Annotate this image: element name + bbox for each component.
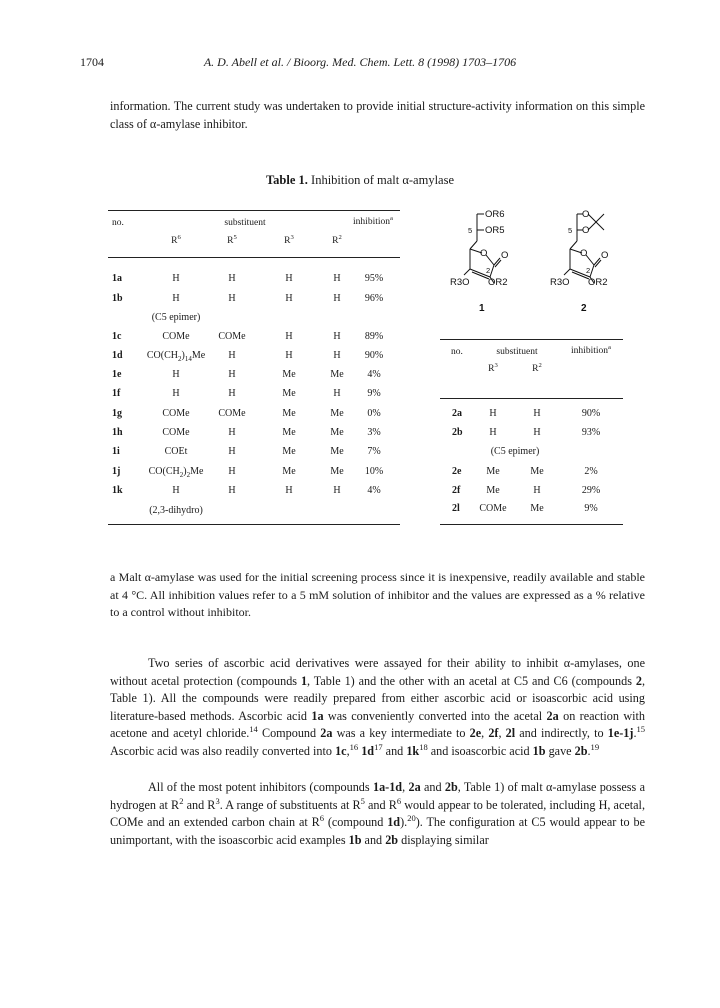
running-head: A. D. Abell et al. / Bioorg. Med. Chem. Lett. 8 (1998) 1703–1706 bbox=[203, 55, 517, 69]
row-r6: $CO(CH_2)_2Me$ bbox=[148, 466, 204, 479]
row-no: 1h bbox=[112, 427, 123, 438]
atom-2-2: 2 bbox=[586, 266, 591, 275]
atom-or6-1: OR6 bbox=[485, 209, 505, 220]
left-header-substituent: substituent bbox=[224, 218, 266, 228]
row-r3: Me bbox=[486, 485, 500, 496]
row-inhibition: 90% bbox=[581, 408, 601, 419]
row-r2: H bbox=[333, 485, 341, 496]
structure-diagrams bbox=[440, 203, 630, 323]
table-footnote: a Malt α-amylase was used for the initial screening process since it is inexpensive, readily available and stable at 4 °C. All inhibition values refer to a 5 mM solution of inhibitor and the values are expressed as a % relative to a control without inhibitor. bbox=[110, 570, 645, 620]
row-r5: COMe bbox=[218, 408, 246, 419]
row-inhibition: 9% bbox=[367, 388, 381, 399]
row-note: (2,3-dihydro) bbox=[149, 505, 203, 516]
row-inhibition: 96% bbox=[364, 293, 384, 304]
row-no: 1k bbox=[112, 485, 123, 496]
right-table-bottom-rule bbox=[440, 524, 623, 525]
table-label: Table 1. bbox=[265, 173, 308, 187]
atom-r3o-2: R3O bbox=[550, 277, 570, 288]
right-header-inhibition: inhibition$^a$ bbox=[571, 343, 611, 356]
row-note: (C5 epimer) bbox=[490, 446, 540, 457]
left-header-r2: $R^2$ bbox=[332, 233, 342, 246]
row-r3: H bbox=[285, 273, 293, 284]
row-r2: Me bbox=[330, 446, 344, 457]
row-inhibition: 93% bbox=[581, 427, 601, 438]
right-table-header-rule bbox=[440, 398, 623, 399]
row-r5: H bbox=[228, 350, 236, 361]
row-no: 1i bbox=[112, 446, 120, 457]
row-inhibition: 89% bbox=[364, 331, 384, 342]
row-r2: H bbox=[533, 408, 541, 419]
atom-o-carbonyl-2: O bbox=[601, 250, 609, 261]
row-no: 2l bbox=[452, 503, 460, 514]
atom-o-ring-1: O bbox=[480, 248, 488, 259]
row-r5: H bbox=[228, 273, 236, 284]
row-r5: H bbox=[228, 466, 236, 477]
row-no: 1g bbox=[112, 408, 122, 419]
right-table-top-rule bbox=[440, 339, 623, 340]
row-inhibition: 2% bbox=[584, 466, 598, 477]
row-r5: COMe bbox=[218, 331, 246, 342]
row-r3: Me bbox=[282, 408, 296, 419]
row-r3: H bbox=[285, 485, 293, 496]
row-r3: H bbox=[489, 427, 497, 438]
atom-5-2: 5 bbox=[568, 226, 573, 235]
row-no: 1c bbox=[112, 331, 122, 342]
structure-label-1: 1 bbox=[479, 303, 485, 314]
row-inhibition: 90% bbox=[364, 350, 384, 361]
row-inhibition: 29% bbox=[581, 485, 601, 496]
left-table-header-rule bbox=[108, 257, 400, 258]
table-caption-text: Inhibition of malt α-amylase bbox=[311, 173, 455, 187]
row-r2: H bbox=[333, 273, 341, 284]
row-r2: Me bbox=[330, 427, 344, 438]
row-r2: H bbox=[333, 350, 341, 361]
right-header-r2: $R^2$ bbox=[532, 361, 542, 374]
row-r6: COMe bbox=[162, 331, 190, 342]
right-header-no: no. bbox=[451, 347, 463, 357]
row-inhibition: 0% bbox=[367, 408, 381, 419]
body-paragraph-1: Two series of ascorbic acid derivatives were assayed for their ability to inhibit α-amylases, one without acetal protection (compounds 1, Table 1) and the other with an acetal at C5 and C6 (compounds 2, Table 1). All the compounds were readily prepared from either ascorbic acid or isoascorbic acid using literature-based methods. Ascorbic acid 1a was conveniently converted into the acetal 2a on reaction with acetone and acetyl chloride.$^{14}$ Compound 2a was a key intermediate to 2e, 2f, 2l and indirectly, to 1e-1j.$^{15}$ Ascorbic acid was also readily converted into 1c,$^{16}$ $1d^{17}$ and $1k^{18}$ and isoascorbic acid 1b gave 2b.$^{19}$ bbox=[110, 656, 646, 758]
row-inhibition: 7% bbox=[367, 446, 381, 457]
row-r5: H bbox=[228, 485, 236, 496]
row-r6: $CO(CH_2)_{14}Me$ bbox=[146, 350, 206, 363]
row-r2: H bbox=[533, 485, 541, 496]
left-table-top-rule bbox=[108, 210, 400, 211]
intro-paragraph: information. The current study was undertaken to provide initial structure-activity information on this simple class of α-amylase inhibitor. bbox=[110, 99, 645, 131]
row-no: 1b bbox=[112, 293, 123, 304]
row-r6: H bbox=[172, 369, 180, 380]
row-r5: H bbox=[228, 427, 236, 438]
row-r6: H bbox=[172, 485, 180, 496]
row-r5: H bbox=[228, 388, 236, 399]
row-r5: H bbox=[228, 293, 236, 304]
left-header-r5: $R^5$ bbox=[227, 233, 237, 246]
row-r3: H bbox=[489, 408, 497, 419]
row-r6: H bbox=[172, 273, 180, 284]
row-r2: H bbox=[333, 331, 341, 342]
row-r2: H bbox=[533, 427, 541, 438]
row-inhibition: 10% bbox=[364, 466, 384, 477]
atom-or2-2: OR2 bbox=[588, 277, 608, 288]
atom-o-acetal-top: O bbox=[582, 209, 590, 220]
row-r3: Me bbox=[282, 446, 296, 457]
page-number: 1704 bbox=[80, 55, 104, 69]
row-r5: H bbox=[228, 446, 236, 457]
row-inhibition: 4% bbox=[367, 485, 381, 496]
row-r2: Me bbox=[530, 466, 544, 477]
structure-label-2: 2 bbox=[581, 303, 587, 314]
body-paragraph-2: All of the most potent inhibitors (compounds 1a-1d, 2a and 2b, Table 1) of malt α-amylase possess a hydrogen at $R^2$ and $R^3$. A range of substituents at $R^5$ and $R^6$ would appear to be tolerated, including H, acetal, COMe and an extended carbon chain at $R^6$ (compound 1d).$^{20}$). The configuration at C5 would appear to be unimportant, with the isoascorbic acid examples 1b and 2b displaying similar bbox=[110, 780, 646, 847]
atom-5-1: 5 bbox=[468, 226, 473, 235]
row-no: 2e bbox=[452, 466, 462, 477]
row-no: 1e bbox=[112, 369, 122, 380]
row-r6: COMe bbox=[162, 427, 190, 438]
row-inhibition: 4% bbox=[367, 369, 381, 380]
row-r3: Me bbox=[486, 466, 500, 477]
row-r6: COEt bbox=[164, 446, 188, 457]
row-inhibition: 3% bbox=[367, 427, 381, 438]
row-no: 2a bbox=[452, 408, 462, 419]
left-header-r3: $R^3$ bbox=[284, 233, 294, 246]
row-no: 2f bbox=[452, 485, 461, 496]
row-r3: H bbox=[285, 293, 293, 304]
atom-o-carbonyl-1: O bbox=[501, 250, 509, 261]
row-r2: H bbox=[333, 293, 341, 304]
table-caption bbox=[0, 173, 720, 188]
atom-o-ring-2: O bbox=[580, 248, 588, 259]
row-no: 2b bbox=[452, 427, 463, 438]
left-header-inhibition: inhibition$^a$ bbox=[353, 214, 393, 227]
atom-or5-1: OR5 bbox=[485, 225, 505, 236]
row-no: 1a bbox=[112, 273, 122, 284]
left-header-no: no. bbox=[112, 218, 124, 228]
row-r3: Me bbox=[282, 466, 296, 477]
row-inhibition: 9% bbox=[584, 503, 598, 514]
row-r6: COMe bbox=[162, 408, 190, 419]
row-r5: H bbox=[228, 369, 236, 380]
row-r2: Me bbox=[330, 369, 344, 380]
atom-or2-1: OR2 bbox=[488, 277, 508, 288]
row-r2: Me bbox=[330, 408, 344, 419]
row-r3: Me bbox=[282, 369, 296, 380]
right-header-substituent: substituent bbox=[496, 347, 538, 357]
row-r2: Me bbox=[530, 503, 544, 514]
row-r2: H bbox=[333, 388, 341, 399]
row-inhibition: 95% bbox=[364, 273, 384, 284]
row-r3: Me bbox=[282, 427, 296, 438]
atom-o-acetal-bottom: O bbox=[582, 225, 590, 236]
left-table-bottom-rule bbox=[108, 524, 400, 525]
row-no: 1d bbox=[112, 350, 123, 361]
row-no: 1f bbox=[112, 388, 121, 399]
row-r2: Me bbox=[330, 466, 344, 477]
left-header-r6: $R^6$ bbox=[171, 233, 181, 246]
row-r3: COMe bbox=[479, 503, 507, 514]
row-r6: H bbox=[172, 293, 180, 304]
row-no: 1j bbox=[112, 466, 121, 477]
atom-2-1: 2 bbox=[486, 266, 491, 275]
row-r3: H bbox=[285, 331, 293, 342]
right-header-r3: $R^3$ bbox=[488, 361, 498, 374]
row-note: (C5 epimer) bbox=[151, 312, 201, 323]
row-r6: H bbox=[172, 388, 180, 399]
atom-r3o-1: R3O bbox=[450, 277, 470, 288]
row-r3: Me bbox=[282, 388, 296, 399]
row-r3: H bbox=[285, 350, 293, 361]
